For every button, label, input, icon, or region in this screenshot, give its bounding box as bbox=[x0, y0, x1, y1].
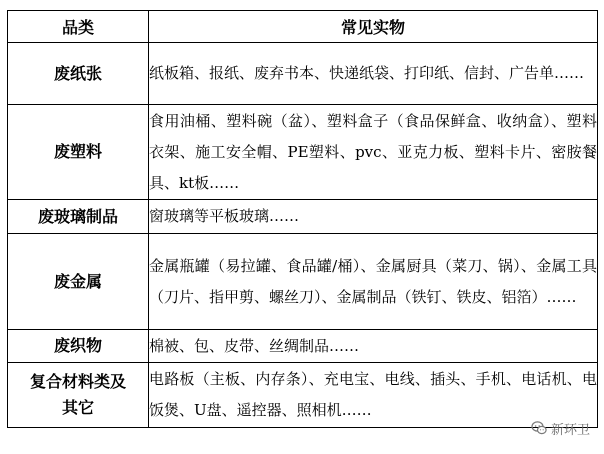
row-items: 金属瓶罐（易拉罐、食品罐/桶）、金属厨具（菜刀、锅）、金属工具（刀片、指甲剪、螺丝刀）、金属制品（铁钉、铁皮、铝箔）…… bbox=[149, 234, 598, 330]
category-label: 复合材料类及 bbox=[29, 372, 126, 391]
table-row bbox=[8, 363, 598, 428]
table-row bbox=[8, 234, 598, 330]
table-row bbox=[8, 43, 598, 105]
row-category bbox=[8, 105, 149, 200]
chat-bubble-icon bbox=[531, 420, 547, 436]
row-items: 纸板箱、报纸、废弃书本、快递纸袋、打印纸、信封、广告单…… bbox=[149, 43, 598, 105]
row-items: 窗玻璃等平板玻璃…… bbox=[149, 200, 598, 234]
row-items: 食用油桶、塑料碗（盆）、塑料盒子（食品保鲜盒、收纳盒）、塑料衣架、施工安全帽、PE塑料、pvc、亚克力板、塑料卡片、密胺餐具、kt板…… bbox=[149, 105, 598, 200]
header-category: 品类 bbox=[8, 11, 149, 43]
category-label: 废金属 bbox=[53, 271, 102, 291]
table-row bbox=[8, 330, 598, 363]
table-header-row bbox=[8, 11, 598, 43]
category-label: 其它 bbox=[61, 398, 94, 417]
recyclables-table bbox=[7, 10, 598, 428]
category-label: 废纸张 bbox=[53, 63, 102, 83]
table-row bbox=[8, 105, 598, 200]
row-category bbox=[8, 330, 149, 363]
row-category bbox=[8, 363, 149, 428]
watermark bbox=[531, 417, 590, 439]
table-row bbox=[8, 200, 598, 234]
watermark-text: 新环卫 bbox=[550, 422, 590, 438]
row-category bbox=[8, 43, 149, 105]
row-category bbox=[8, 200, 149, 234]
row-category bbox=[8, 234, 149, 330]
row-items: 棉被、包、皮带、丝绸制品…… bbox=[149, 330, 598, 363]
row-items: 电路板（主板、内存条）、充电宝、电线、插头、手机、电话机、电饭煲、U盘、遥控器、照相机…… bbox=[149, 363, 598, 428]
category-label: 废织物 bbox=[53, 336, 102, 355]
category-label: 废塑料 bbox=[53, 142, 102, 161]
header-items: 常见实物 bbox=[149, 11, 598, 43]
category-label: 废玻璃制品 bbox=[37, 206, 118, 226]
